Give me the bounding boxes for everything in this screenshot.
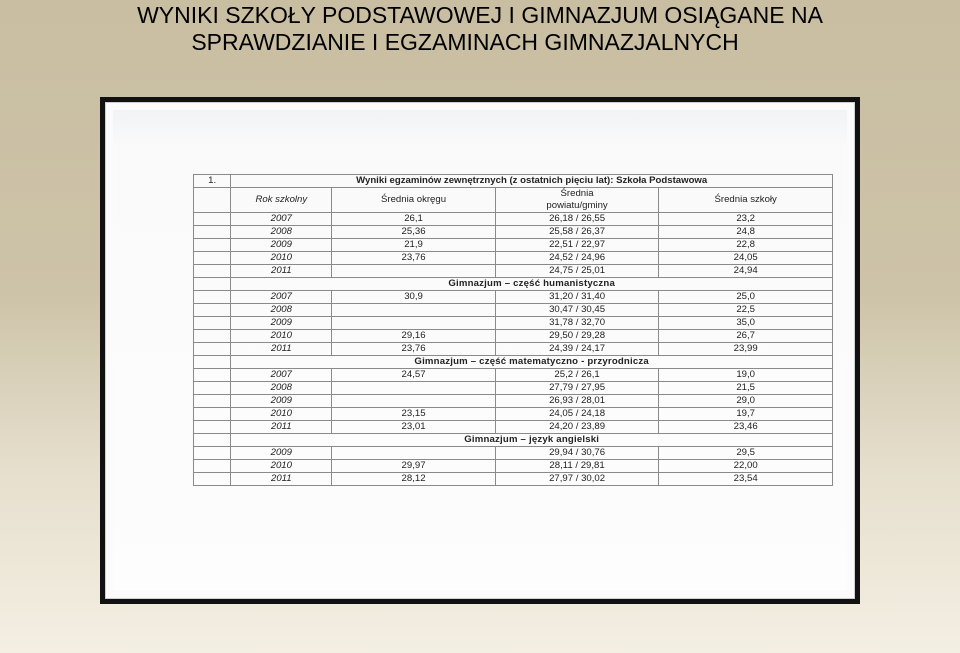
district-cell: 30,9 [332, 291, 496, 304]
section-title: Gimnazjum – część humanistyczna [231, 278, 833, 291]
district-cell [332, 304, 496, 317]
county-cell: 29,94 / 30,76 [495, 447, 659, 460]
district-cell: 24,57 [332, 369, 496, 382]
county-cell: 26,93 / 28,01 [495, 395, 659, 408]
school-cell: 29,5 [659, 447, 833, 460]
year-cell: 2010 [231, 460, 332, 473]
year-cell: 2011 [231, 343, 332, 356]
header-district: Średnia okręgu [332, 188, 496, 213]
county-cell: 29,50 / 29,28 [495, 330, 659, 343]
number-spacer [194, 447, 231, 460]
year-cell: 2008 [231, 304, 332, 317]
district-cell [332, 395, 496, 408]
district-cell: 26,1 [332, 213, 496, 226]
header-row [194, 188, 833, 213]
number-spacer [194, 473, 231, 486]
section-title: Gimnazjum – język angielski [231, 434, 833, 447]
header-county-line2: powiatu/gminy [546, 200, 608, 211]
table-row [194, 226, 833, 239]
number-spacer [194, 252, 231, 265]
year-cell: 2011 [231, 473, 332, 486]
table-row [194, 213, 833, 226]
county-cell: 31,20 / 31,40 [495, 291, 659, 304]
school-cell: 19,7 [659, 408, 833, 421]
number-spacer [194, 213, 231, 226]
county-cell: 24,75 / 25,01 [495, 265, 659, 278]
title-line-2: SPRAWDZIANIE I EGZAMINACH GIMNAZJALNYCH [191, 29, 739, 55]
scanned-paper [113, 110, 847, 591]
school-cell: 23,99 [659, 343, 833, 356]
school-cell: 23,46 [659, 421, 833, 434]
school-cell: 23,54 [659, 473, 833, 486]
year-cell: 2011 [231, 265, 332, 278]
scanned-page [105, 102, 855, 599]
school-cell: 25,0 [659, 291, 833, 304]
section-row [194, 278, 833, 291]
number-spacer [194, 330, 231, 343]
district-cell: 25,36 [332, 226, 496, 239]
county-cell: 22,51 / 22,97 [495, 239, 659, 252]
table-row [194, 330, 833, 343]
district-cell: 29,16 [332, 330, 496, 343]
district-cell [332, 265, 496, 278]
header-year: Rok szkolny [231, 188, 332, 213]
table-caption: Wyniki egzaminów zewnętrznych (z ostatnich pięciu lat): Szkoła Podstawowa [231, 175, 833, 188]
year-cell: 2008 [231, 226, 332, 239]
year-cell: 2009 [231, 447, 332, 460]
year-cell: 2009 [231, 239, 332, 252]
district-cell: 28,12 [332, 473, 496, 486]
table-row [194, 421, 833, 434]
year-cell: 2010 [231, 252, 332, 265]
table-row [194, 304, 833, 317]
slide-title [0, 2, 960, 56]
year-cell: 2009 [231, 395, 332, 408]
number-spacer [194, 343, 231, 356]
district-cell: 21,9 [332, 239, 496, 252]
school-cell: 19,0 [659, 369, 833, 382]
district-cell [332, 447, 496, 460]
number-spacer [194, 382, 231, 395]
header-county [495, 188, 659, 213]
year-cell: 2010 [231, 408, 332, 421]
district-cell: 23,76 [332, 252, 496, 265]
year-cell: 2007 [231, 213, 332, 226]
header-school: Średnia szkoły [659, 188, 833, 213]
table-row [194, 317, 833, 330]
number-spacer [194, 278, 231, 291]
table-row [194, 343, 833, 356]
table-row [194, 447, 833, 460]
school-cell: 29,0 [659, 395, 833, 408]
school-cell: 21,5 [659, 382, 833, 395]
number-spacer [194, 395, 231, 408]
number-spacer [194, 239, 231, 252]
year-cell: 2009 [231, 317, 332, 330]
county-cell: 24,52 / 24,96 [495, 252, 659, 265]
county-cell: 27,97 / 30,02 [495, 473, 659, 486]
table-row [194, 408, 833, 421]
district-cell [332, 382, 496, 395]
district-cell: 23,76 [332, 343, 496, 356]
school-cell: 24,8 [659, 226, 833, 239]
table-number: 1. [194, 175, 231, 188]
county-cell: 28,11 / 29,81 [495, 460, 659, 473]
number-spacer [194, 369, 231, 382]
school-cell: 24,94 [659, 265, 833, 278]
county-cell: 24,05 / 24,18 [495, 408, 659, 421]
header-county-line1: Średnia [560, 188, 594, 199]
table-row [194, 382, 833, 395]
year-cell: 2007 [231, 369, 332, 382]
section-row [194, 434, 833, 447]
table-row [194, 252, 833, 265]
table-row [194, 460, 833, 473]
number-spacer [194, 356, 231, 369]
table-row [194, 291, 833, 304]
county-cell: 25,58 / 26,37 [495, 226, 659, 239]
county-cell: 31,78 / 32,70 [495, 317, 659, 330]
table-row [194, 369, 833, 382]
county-cell: 26,18 / 26,55 [495, 213, 659, 226]
school-cell: 22,00 [659, 460, 833, 473]
district-cell: 23,15 [332, 408, 496, 421]
scanned-image-frame [100, 97, 860, 604]
table-row [194, 239, 833, 252]
school-cell: 22,5 [659, 304, 833, 317]
caption-row [194, 175, 833, 188]
county-cell: 30,47 / 30,45 [495, 304, 659, 317]
table-row [194, 473, 833, 486]
district-cell [332, 317, 496, 330]
results-table-body [194, 175, 833, 486]
number-spacer [194, 317, 231, 330]
year-cell: 2010 [231, 330, 332, 343]
number-spacer [194, 226, 231, 239]
district-cell: 29,97 [332, 460, 496, 473]
table-row [194, 395, 833, 408]
number-spacer [194, 265, 231, 278]
section-title: Gimnazjum – część matematyczno - przyrodnicza [231, 356, 833, 369]
number-spacer [194, 304, 231, 317]
school-cell: 26,7 [659, 330, 833, 343]
district-cell: 23,01 [332, 421, 496, 434]
number-spacer [194, 434, 231, 447]
results-table [193, 174, 833, 486]
county-cell: 24,20 / 23,89 [495, 421, 659, 434]
year-cell: 2008 [231, 382, 332, 395]
school-cell: 35,0 [659, 317, 833, 330]
table-row [194, 265, 833, 278]
school-cell: 24,05 [659, 252, 833, 265]
school-cell: 23,2 [659, 213, 833, 226]
number-spacer [194, 460, 231, 473]
section-row [194, 356, 833, 369]
number-spacer [194, 188, 231, 213]
number-spacer [194, 291, 231, 304]
school-cell: 22,8 [659, 239, 833, 252]
year-cell: 2007 [231, 291, 332, 304]
county-cell: 27,79 / 27,95 [495, 382, 659, 395]
year-cell: 2011 [231, 421, 332, 434]
county-cell: 25,2 / 26,1 [495, 369, 659, 382]
county-cell: 24,39 / 24,17 [495, 343, 659, 356]
title-line-1: WYNIKI SZKOŁY PODSTAWOWEJ I GIMNAZJUM OSIĄGANE NA [137, 2, 823, 28]
number-spacer [194, 408, 231, 421]
number-spacer [194, 421, 231, 434]
